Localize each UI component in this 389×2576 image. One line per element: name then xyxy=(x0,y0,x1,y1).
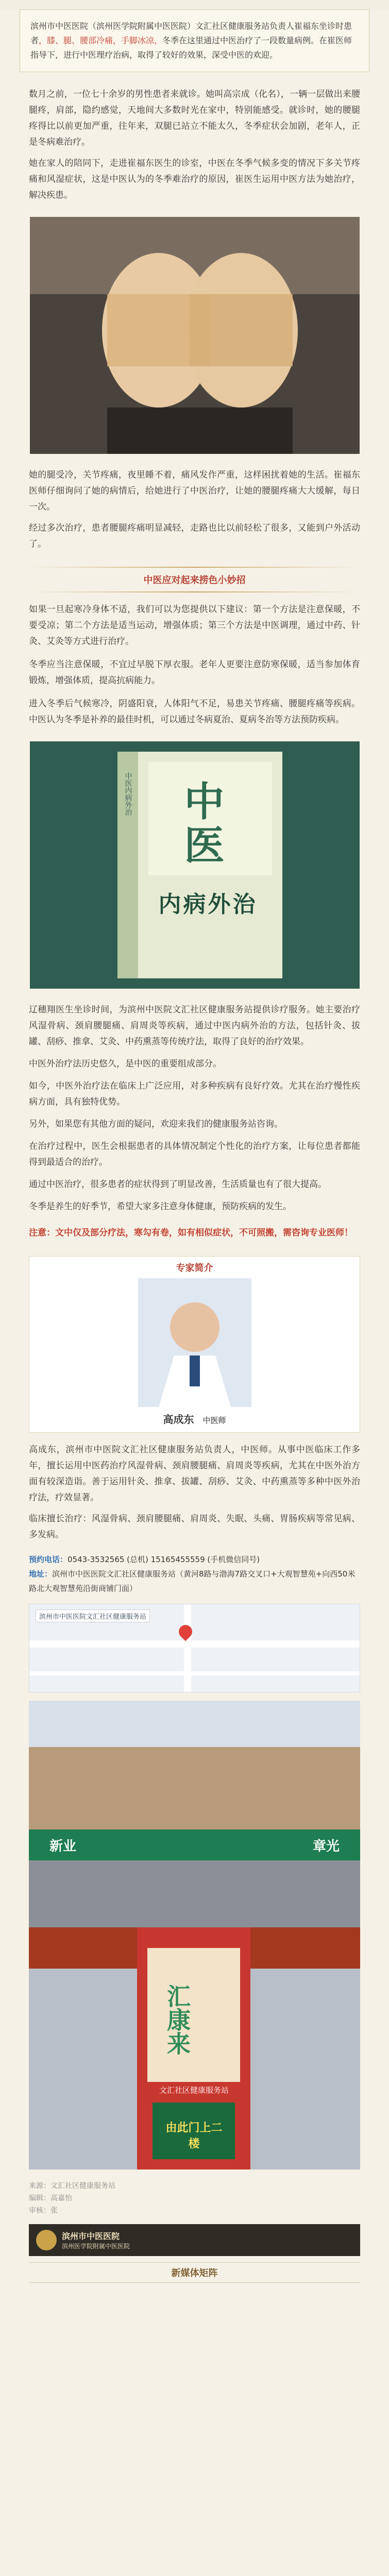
knee-treatment-image xyxy=(30,217,360,454)
paragraph-2: 她在家人的陪同下，走进崔福东医生的诊室，中医在冬季气候多变的情况下多关节疼痛和风湿症状，这是中医认为的冬季难治疗的原因，崔医生运用中医方法为她治疗，解决疾患。 xyxy=(29,158,360,200)
intro-text-mid: ，膝、腿、腰部冷痛，手脚冰凉， xyxy=(39,36,163,45)
paragraph-8: 辽穗翔医生坐诊时间，为滨州中医院文汇社区健康服务站提供诊疗服务。她主要治疗风湿骨病、颈肩腰腿痛、肩周炎等疾病，通过中医内病外治的方法，包括针灸、拔罐、刮痧、推拿、艾灸、中药熏蒸等传统疗法，取得了良好的治疗效果。 xyxy=(29,1005,360,1047)
brand-sub: 滨州医学院附属中医医院 xyxy=(62,2243,130,2250)
paragraph-6: 冬季应当注意保暖，不宜过早脱下厚衣服。老年人更要注意防寒保暖，适当参加体育锻炼，增强体质，提高抗病能力。 xyxy=(29,659,360,686)
expert-name: 高成东 xyxy=(163,1413,194,1426)
footer-editor: 编辑：高嘉怡 xyxy=(29,2194,72,2202)
book-big-char-2: 医 xyxy=(184,822,225,869)
paragraph-3: 她的腿受冷，关节疼痛，夜里睡不着，痛风发作严重，这样困扰着她的生活。崔福东医师仔细询问了她的病情后，给她进行了中医治疗，让她的腰腿疼痛大大缓解，每日一次。 xyxy=(29,470,360,512)
paragraph-7: 进入冬季后气候寒冷，阴盛阳衰，人体阳气不足，易患关节疼痛、腰腿疼痛等疾病。中医认为冬季是补养的最佳时机，可以通过冬病夏治、夏病冬治等方法预防疾病。 xyxy=(29,699,360,725)
book-big-char-1: 中 xyxy=(184,778,225,825)
expert-title: 中医师 xyxy=(202,1416,226,1425)
paragraph-4: 经过多次治疗，患者腰腿疼痛明显减轻，走路也比以前轻松了很多，又能到户外活动了。 xyxy=(29,523,360,549)
warning-note: 注意：文中仅及部分疗法，寒勾有卷，如有相似症状，不可照搬，需咨询专业医师！ xyxy=(29,1228,353,1238)
article-footer xyxy=(29,2180,360,2217)
paragraph-5: 如果一旦起寒冷身体不适，我们可以为您提供以下建议：第一个方法是注意保暖，不要受凉；第二个方法是适当运动，增强体质；第三个方法是中医调理，通过中药、针灸、艾灸等方式进行治疗。 xyxy=(29,604,360,647)
contact-info xyxy=(29,1552,360,1596)
sign-right: 章光 xyxy=(312,1839,340,1854)
paragraph-13: 通过中医治疗，很多患者的症状得到了明显改善，生活质量也有了很大提高。 xyxy=(29,1179,327,1190)
intro-box xyxy=(20,9,369,72)
paragraph-1: 数月之前，一位七十余岁的男性患者来就诊。她叫高宗成（化名），一辆一层做出来腰腿疼，肩部，隐约感觉，天地间大多数时光在家中，特别能感受。就诊时，她的腰腿疼得比以前更加严重，往年来，双腿已站立不能太久，冬季症状会加剧，老年人，正是冬病难治疗。 xyxy=(29,89,360,147)
expert-bio: 高成东，滨州市中医院文汇社区健康服务站负责人，中医师。从事中医临床工作多年，擅长运用中医药治疗风湿骨病、颈肩腰腿痛、肩周炎等疾病，尤其在中医外治方面有较深造诣。善于运用针灸、推拿、拔罐、刮痧、艾灸、中药熏蒸等多种中医外治疗法，疗效显著。 xyxy=(29,1445,360,1503)
address-value: 滨州市中医医院文汇社区健康服务站（黄河8路与渤海7路交叉口+大观智慧苑+向西50米路北大观智慧苑沿街商铺门面） xyxy=(29,1569,356,1593)
storefront-image xyxy=(29,1701,360,1927)
expert-card xyxy=(29,1256,360,1433)
footer-source: 来源：文汇社区健康服务站 xyxy=(29,2182,115,2190)
intro-text-before: 滨州市中医医院（滨州医学院附属中医医院）文汇社区健康服务站负责人崔福东坐诊时患者 xyxy=(30,21,352,45)
doctor-portrait xyxy=(138,1278,251,1407)
expert-bio-2: 临床擅长治疗：风湿骨病、颈肩腰腿痛、肩周炎、失眠、头痛、胃肠疾病等常见病、多发病。 xyxy=(29,1514,360,1540)
sign-left: 新业 xyxy=(49,1839,77,1854)
doctor-photo xyxy=(138,1278,251,1407)
paragraph-9: 中医外治疗法历史悠久，是中医的重要组成部分。 xyxy=(29,1059,222,1069)
hospital-logo-icon xyxy=(36,2230,57,2250)
hotline-value[interactable]: 0543-3532565 (总机) 15165455559 (手机微信同号) xyxy=(67,1555,260,1564)
paragraph-12: 在治疗过程中，医生会根据患者的具体情况制定个性化的治疗方案，让每位患者都能得到最适合的治疗。 xyxy=(29,1141,360,1167)
photo-pillar xyxy=(29,1927,360,2170)
hotline-label: 预约电话： xyxy=(29,1555,68,1564)
footer-review: 审核：张 xyxy=(29,2207,58,2215)
pillar-brand-text: 汇康来 xyxy=(163,1984,191,2055)
book-spine-text: 中医内病外治 xyxy=(124,772,132,816)
map-caption: 滨州市中医医院文汇社区健康服务站 xyxy=(36,1609,150,1622)
location-map[interactable] xyxy=(29,1604,360,1692)
paragraph-11: 另外，如果您有其他方面的疑问，欢迎来我们的健康服务站咨询。 xyxy=(29,1119,283,1129)
paragraph-14: 冬季是养生的好季节，希望大家多注意身体健康，预防疾病的发生。 xyxy=(29,1201,292,1212)
entrance-sign: 由此门上二楼 xyxy=(165,2122,223,2150)
book-title: 内病外治 xyxy=(158,891,258,918)
map-pin-icon xyxy=(176,1622,195,1641)
intro-text-after: 冬季在这里通过中医治疗了一段数量病例。在崔医师指导下，进行中医理疗治病，取得了较好的效果，深受中医的欢迎。 xyxy=(30,36,352,60)
article-page xyxy=(0,9,389,2576)
pillar-sub-text: 文汇社区健康服务站 xyxy=(159,2086,229,2095)
new-media-matrix-title: 新媒体矩阵 xyxy=(29,2262,360,2283)
expert-section-title: 专家简介 xyxy=(176,1263,213,1274)
section-title-tips: 中医应对起来捞色小妙招 xyxy=(143,575,246,586)
paragraph-10: 如今，中医外治疗法在临床上广泛应用，对多种疾病有良好疗效。尤其在治疗慢性疾病方面，具有独特优势。 xyxy=(29,1081,360,1107)
brand-name: 滨州市中医医院 xyxy=(62,2231,120,2241)
photo-knee-treatment xyxy=(30,217,360,454)
address-label: 地址： xyxy=(29,1569,53,1579)
photo-storefront xyxy=(29,1701,360,1927)
brand-bar xyxy=(29,2224,360,2256)
photo-book xyxy=(30,741,360,989)
